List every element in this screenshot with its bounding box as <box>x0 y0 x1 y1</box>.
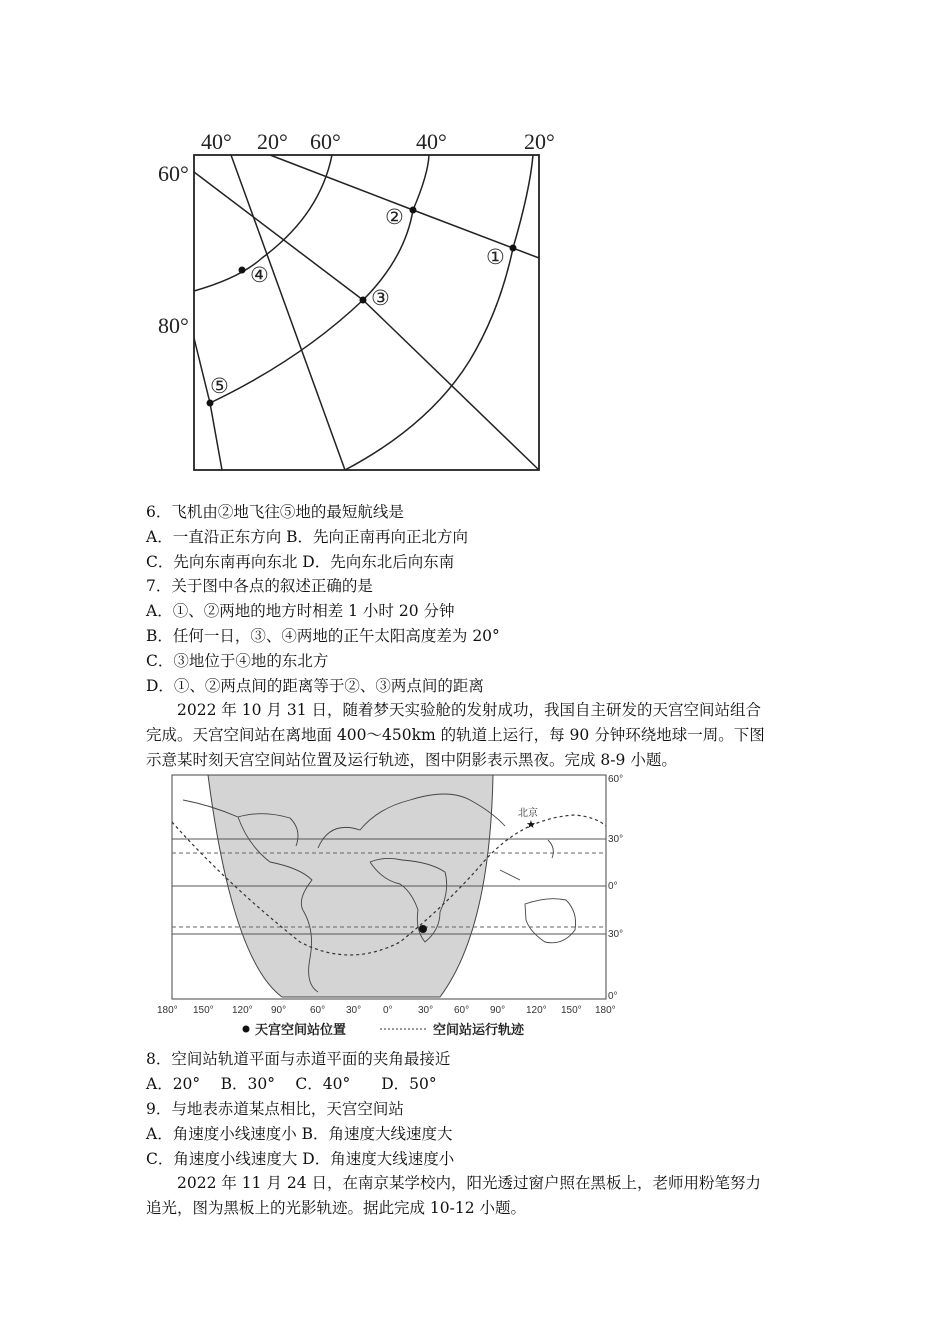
lon-label: 90° <box>490 1005 506 1016</box>
lon-label: 60° <box>454 1005 470 1016</box>
q7-option-c: C．③地位于④地的东北方 <box>146 652 329 670</box>
lon-label: 180° <box>157 1005 178 1016</box>
intro-paragraph-1 <box>146 698 806 773</box>
intro1-line3: 示意某时刻天宫空间站位置及运行轨迹，图中阴影表示黑夜。完成 8-9 小题。 <box>146 751 677 769</box>
intro2-line1: 2022 年 11 月 24 日，在南京某学校内，阳光透过窗户照在黑板上，老师用粉笔努力 <box>177 1174 762 1192</box>
top-label-5: 20° <box>524 129 555 154</box>
q6-options-1: A．一直沿正东方向 B．先向正南再向正北方向 <box>146 528 469 546</box>
beijing-star: ★ <box>526 818 536 831</box>
lon-label: 30° <box>346 1005 362 1016</box>
intro-paragraph-2 <box>146 1171 806 1221</box>
point-1-label: ① <box>486 245 505 269</box>
q8-options: A．20° B．30° C．40° D．50° <box>146 1075 437 1093</box>
lon-label: 30° <box>418 1005 434 1016</box>
top-label-4: 40° <box>416 129 447 154</box>
q8-stem: 8．空间站轨道平面与赤道平面的夹角最接近 <box>146 1050 451 1068</box>
q6-stem: 6．飞机由②地飞往⑤地的最短航线是 <box>146 503 404 521</box>
q7-option-b: B．任何一日，③、④两地的正午太阳高度差为 20° <box>146 627 500 645</box>
q6-options-2: C．先向东南再向东北 D．先向东北后向东南 <box>146 553 455 571</box>
point-3-label: ③ <box>371 286 390 310</box>
world-map <box>150 770 640 1045</box>
lon-label: 180° <box>595 1005 616 1016</box>
lon-label: 150° <box>561 1005 582 1016</box>
top-label-3: 60° <box>310 129 341 154</box>
station-position-marker <box>419 925 427 933</box>
lon-label: 0° <box>383 1005 393 1016</box>
lon-label: 90° <box>271 1005 287 1016</box>
beijing-label: 北京 <box>518 808 538 819</box>
q9-stem: 9．与地表赤道某点相比，天宫空间站 <box>146 1100 404 1118</box>
lat-label-30s: 30° <box>608 929 624 940</box>
lon-label: 60° <box>310 1005 326 1016</box>
lat-label-bottom: 0° <box>608 991 618 1002</box>
intro2-line2: 追光，图为黑板上的光影轨迹。据此完成 10-12 小题。 <box>146 1199 527 1217</box>
q7-option-d: D．①、②两点间的距离等于②、③两点间的距离 <box>146 677 484 695</box>
legend-station-label: 天宫空间站位置 <box>255 1023 347 1038</box>
point-5-label: ⑤ <box>210 374 229 398</box>
left-label-60: 60° <box>158 161 189 186</box>
top-label-2: 20° <box>257 129 288 154</box>
q9-options-2: C．角速度小线速度大 D．角速度大线速度小 <box>146 1150 455 1168</box>
intro1-line1: 2022 年 10 月 31 日，随着梦天实验舱的发射成功，我国自主研发的天宫空间站组合 <box>177 701 762 719</box>
top-label-1: 40° <box>201 129 232 154</box>
q7-option-a: A．①、②两地的地方时相差 1 小时 20 分钟 <box>146 602 455 620</box>
q9-options-1: A．角速度小线速度小 B．角速度大线速度大 <box>146 1125 453 1143</box>
legend-orbit-label: 空间站运行轨迹 <box>433 1023 525 1038</box>
legend-station-dot <box>243 1026 250 1033</box>
world-map-figure <box>150 770 640 1045</box>
left-label-80: 80° <box>158 313 189 338</box>
intro1-line2: 完成。天宫空间站在离地面 400～450km 的轨道上运行，每 90 分钟环绕地球一周。下图 <box>146 726 765 744</box>
q7-stem: 7．关于图中各点的叙述正确的是 <box>146 577 373 595</box>
lat-label-60: 60° <box>608 774 624 785</box>
lat-label-30n: 30° <box>608 834 624 845</box>
lon-label: 120° <box>526 1005 547 1016</box>
graticule-lines <box>150 125 560 475</box>
point-4-label: ④ <box>250 263 269 287</box>
graticule-figure <box>150 125 560 475</box>
lon-label: 150° <box>193 1005 214 1016</box>
lon-label: 120° <box>232 1005 253 1016</box>
point-2-label: ② <box>385 205 404 229</box>
lat-label-0: 0° <box>608 881 618 892</box>
